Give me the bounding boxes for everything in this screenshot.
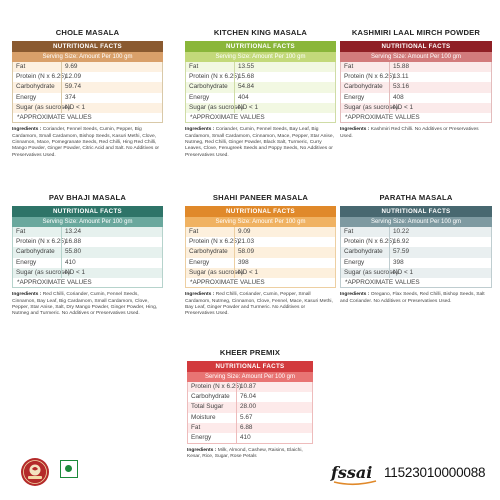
nutrition-row: Carbohydrate 55.80 — [13, 247, 162, 257]
fssai-text: fssai — [331, 463, 373, 482]
nutrition-row: Fat 13.24 — [13, 227, 162, 237]
nutrition-row: Protein (N x 6.25) 13.11 — [341, 72, 491, 82]
card-title: SHAHI PANEER MASALA — [212, 193, 309, 202]
serving-size: Serving Size: Amount Per 100 gm — [12, 52, 163, 62]
nutrition-table — [340, 206, 492, 288]
nutrition-rows — [185, 62, 336, 113]
card-title: KITCHEN KING MASALA — [213, 28, 308, 37]
nutrition-row: Energy 410 — [13, 258, 162, 268]
card-kashmiri-laal-mirch-powder — [340, 28, 492, 140]
ingredients-text: Ingredients : Coriander, Cumin, Fennel Seeds, Bay Leaf, Big Cardamom, Small Cardamom, Cinnamon, Mace, Pepper, Star Anise, Nutmeg, Red Chilli, Ginger Powder, Black Salt, Turmeric, Curry Leaves, Clove, Fenugreek Seeds and Poppy Seeds, No Additives or Preservatives Used. — [185, 127, 334, 158]
nutrition-row: Sugar (as sucrose) ND < 1 — [13, 103, 162, 113]
card-title: KASHMIRI LAAL MIRCH POWDER — [351, 28, 481, 37]
nutrition-header: NUTRITIONAL FACTS — [187, 361, 313, 372]
serving-size: Serving Size: Amount Per 100 gm — [185, 217, 336, 227]
nutrition-row: Carbohydrate 59.74 — [13, 82, 162, 92]
nutrition-header: NUTRITIONAL FACTS — [185, 206, 336, 217]
nutrition-table — [185, 206, 336, 288]
fssai-logo — [330, 461, 380, 487]
nutrition-row: Energy 398 — [186, 258, 335, 268]
serving-size: Serving Size: Amount Per 100 gm — [340, 217, 492, 227]
nutrition-header: NUTRITIONAL FACTS — [12, 206, 163, 217]
veg-dot — [65, 465, 72, 472]
veg-symbol-icon — [60, 460, 78, 478]
approximate-note: *APPROXIMATE VALUES — [185, 278, 336, 289]
nutrition-rows — [340, 62, 492, 113]
nutrition-row: Fat 10.22 — [341, 227, 491, 237]
nutrition-row: Energy 408 — [341, 93, 491, 103]
card-title: PAV BHAJI MASALA — [48, 193, 127, 202]
nutrition-row: Fat 9.69 — [13, 62, 162, 72]
serving-size: Serving Size: Amount Per 100 gm — [12, 217, 163, 227]
nutrition-row: Carbohydrate 53.16 — [341, 82, 491, 92]
serving-size: Serving Size: Amount Per 100 gm — [187, 372, 313, 382]
nutrition-table — [185, 41, 336, 123]
nutrition-rows — [185, 227, 336, 278]
nutrition-rows — [12, 62, 163, 113]
nutrition-row: Energy 374 — [13, 93, 162, 103]
nutrition-header: NUTRITIONAL FACTS — [340, 206, 492, 217]
card-paratha-masala — [340, 193, 492, 305]
approximate-note: *APPROXIMATE VALUES — [12, 113, 163, 124]
brand-seal-icon — [20, 457, 50, 487]
nutrition-row: Sugar (as sucrose) ND < 1 — [341, 103, 491, 113]
nutrition-row: Protein (N x 6.25) 15.68 — [186, 72, 335, 82]
card-kitchen-king-masala — [185, 28, 336, 159]
approximate-note: *APPROXIMATE VALUES — [340, 278, 492, 289]
card-kheer-premix — [187, 348, 313, 461]
ingredients-text: Ingredients : Milk, Almond, Cashew, Raisins, Elaichi, Kesar, Rice, Sugar, Rose Petals — [187, 448, 303, 460]
nutrition-table — [187, 361, 313, 444]
nutrition-row: Carbohydrate 57.59 — [341, 247, 491, 257]
nutrition-row: Fat 13.55 — [186, 62, 335, 72]
approximate-note: *APPROXIMATE VALUES — [12, 278, 163, 289]
nutrition-row: Fat 15.88 — [341, 62, 491, 72]
ingredients-text: Ingredients : Red Chilli, Coriander, Cumin, Fennel Seeds, Cinnamon, Bay Leaf, Big Cardamom, Small Cardamom, Clove, Pepper, Star Anise, Salt, Dry Mango Powder, Ginger Powder, Hing, Nutmeg and Turmeric. No Additives or Preservatives Used. — [12, 292, 158, 317]
nutrition-row: Carbohydrate 76.04 — [188, 392, 312, 402]
nutrition-row: Sugar (as sucrose) ND < 1 — [186, 268, 335, 278]
nutrition-row: Moisture 5.67 — [188, 413, 312, 423]
card-pav-bhaji-masala — [12, 193, 163, 318]
nutrition-row: Fat 6.88 — [188, 423, 312, 433]
nutrition-table — [12, 41, 163, 123]
nutrition-row: Energy 404 — [186, 93, 335, 103]
ingredients-text: Ingredients : Oregano, Flax Seeds, Red Chilli, Bishop Seeds, Salt and Coriander. No Additives or Preservatives Used. — [340, 292, 485, 304]
ingredients-text: Ingredients : Kashmiri Red Chilli. No Additives or Preservatives Used. — [340, 127, 479, 139]
nutrition-header: NUTRITIONAL FACTS — [185, 41, 336, 52]
license-number: 11523010000088 — [384, 465, 486, 480]
nutrition-row: Protein (N x 6.25) 21.03 — [186, 237, 335, 247]
nutrition-row: Carbohydrate 54.84 — [186, 82, 335, 92]
nutrition-table — [340, 41, 492, 123]
card-shahi-paneer-masala — [185, 193, 336, 318]
nutrition-row: Protein (N x 6.25) 16.92 — [341, 237, 491, 247]
nutrition-rows — [340, 227, 492, 278]
nutrition-row: Energy 398 — [341, 258, 491, 268]
nutrition-row: Carbohydrate 58.09 — [186, 247, 335, 257]
serving-size: Serving Size: Amount Per 100 gm — [185, 52, 336, 62]
nutrition-table — [12, 206, 163, 288]
nutrition-row: Energy 410 — [188, 433, 312, 443]
card-chole-masala — [12, 28, 163, 159]
nutrition-header: NUTRITIONAL FACTS — [12, 41, 163, 52]
card-title: KHEER PREMIX — [219, 348, 281, 357]
nutrition-header: NUTRITIONAL FACTS — [340, 41, 492, 52]
nutrition-row: Protein (N x 6.25) 16.88 — [13, 237, 162, 247]
approximate-note: *APPROXIMATE VALUES — [340, 113, 492, 124]
approximate-note: *APPROXIMATE VALUES — [185, 113, 336, 124]
nutrition-row: Fat 9.09 — [186, 227, 335, 237]
ingredients-text: Ingredients : Red Chilli, Coriander, Cumin, Pepper, Small Cardamom, Nutmeg, Cinnamon, Clove, Fennel, Mace, Kasuri Methi, Bay Leaf, Ginger Powder and Turmeric. No Additives or Preservatives Used. — [185, 292, 333, 317]
nutrition-rows — [187, 382, 313, 444]
card-title: CHOLE MASALA — [55, 28, 120, 37]
nutrition-rows — [12, 227, 163, 278]
card-title: PARATHA MASALA — [379, 193, 453, 202]
nutrition-row: Sugar (as sucrose) ND < 1 — [341, 268, 491, 278]
nutrition-row: Total Sugar 28.00 — [188, 402, 312, 412]
serving-size: Serving Size: Amount Per 100 gm — [340, 52, 492, 62]
nutrition-row: Protein (N x 6.25) 10.87 — [188, 382, 312, 392]
nutrition-row: Sugar (as sucrose) ND < 1 — [13, 268, 162, 278]
nutrition-row: Sugar (as sucrose) ND < 1 — [186, 103, 335, 113]
nutrition-row: Protein (N x 6.25) 12.09 — [13, 72, 162, 82]
ingredients-text: Ingredients : Coriander, Fennel Seeds, Cumin, Pepper, Big Cardamom, Small Cardamom, Bishop Seeds, Kasuri Methi, Clove, Cinnamon, Mace, Pomegranate Seeds, Red Chilli, Hing Red Chilli, Mango Powder, Ginger Powder, Citric Acid and Salt. No Additives or Preservatives Used. — [12, 127, 160, 158]
